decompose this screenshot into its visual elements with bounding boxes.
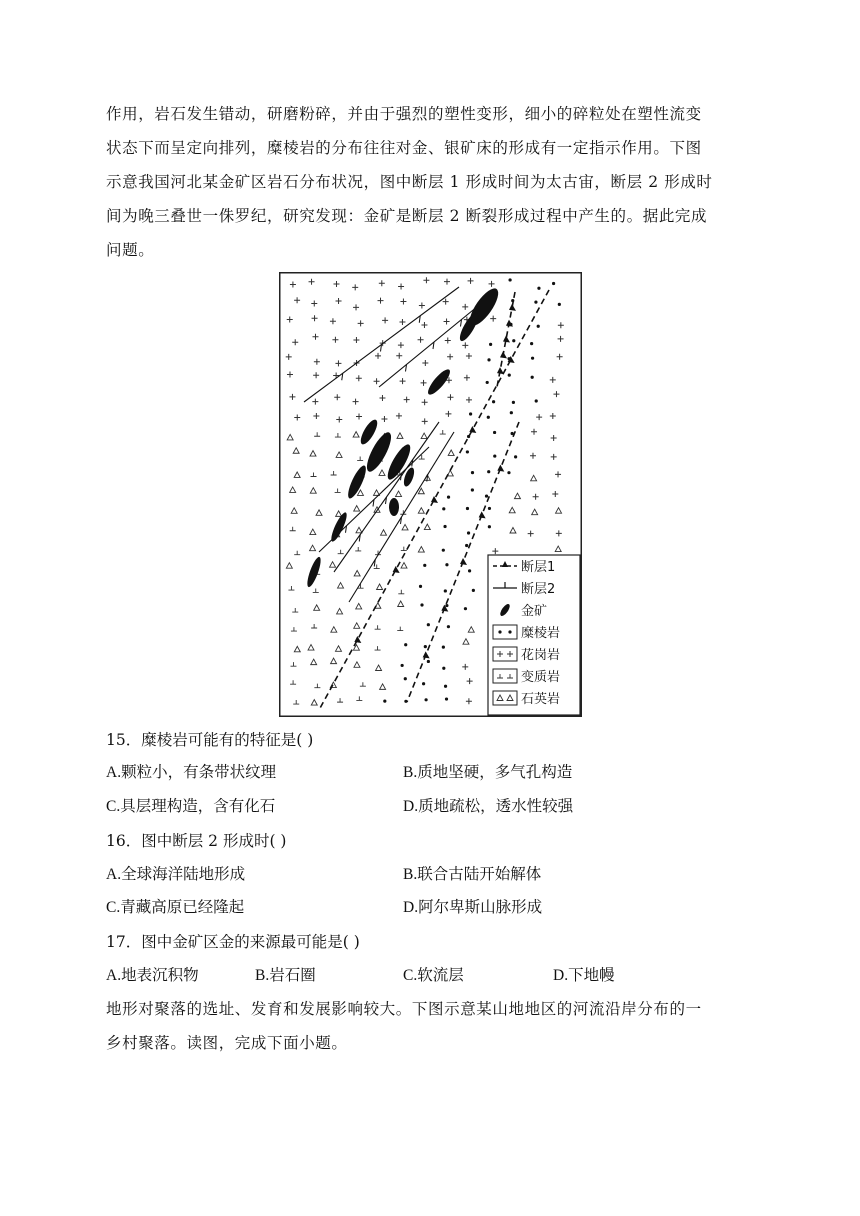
q15-option-b[interactable]: B.质地坚硬，多气孔构造 (403, 764, 573, 781)
question-16-stem: 16．图中断层 2 形成时( ) (106, 832, 287, 850)
text-line: 作用，岩石发生错动，研磨粉碎，并由于强烈的塑性变形，细小的碎粒处在塑性流变 (106, 105, 702, 123)
q16-option-a[interactable]: A.全球海洋陆地形成 (106, 866, 246, 883)
text-line: 状态下而呈定向排列，糜棱岩的分布往往对金、银矿床的形成有一定指示作用。下图 (106, 139, 702, 157)
q15-option-d[interactable]: D.质地疏松，透水性较强 (403, 798, 574, 815)
q16-option-d[interactable]: D.阿尔卑斯山脉形成 (403, 899, 543, 916)
q17-option-d[interactable]: D.下地幔 (553, 967, 615, 984)
granite-plus-symbol (493, 647, 517, 661)
legend-label: 断层2 (521, 582, 556, 597)
legend-label: 糜棱岩 (521, 626, 561, 641)
quartzite-triangle-symbol (493, 691, 517, 705)
legend-label: 花岗岩 (521, 648, 561, 663)
text-line: 地形对聚落的选址、发育和发展影响较大。下图示意某山地地区的河流沿岸分布的一 (106, 1000, 702, 1018)
text-line: 乡村聚落。读图，完成下面小题。 (106, 1034, 348, 1052)
q17-option-b[interactable]: B.岩石圈 (255, 967, 316, 984)
metamorphic-symbol (493, 669, 517, 683)
q17-option-c[interactable]: C.软流层 (403, 967, 464, 984)
q17-option-a[interactable]: A.地表沉积物 (106, 967, 199, 984)
outro-paragraph (106, 992, 756, 1060)
text-line: 间为晚三叠世一侏罗纪，研究发现：金矿是断层 2 断裂形成过程中产生的。据此完成 (106, 207, 708, 225)
intro-paragraph (106, 97, 756, 267)
text-line: 问题。 (106, 241, 155, 259)
question-17-stem: 17．图中金矿区金的来源最可能是( ) (106, 933, 360, 951)
map-legend (488, 555, 580, 715)
q16-option-b[interactable]: B.联合古陆开始解体 (403, 866, 542, 883)
legend-label: 石英岩 (521, 692, 561, 707)
text-line: 示意我国河北某金矿区岩石分布状况，图中断层 1 形成时间为太古宙，断层 2 形成时 (106, 173, 713, 191)
mylonite-dots-symbol (493, 625, 517, 639)
q16-option-c[interactable]: C.青藏高原已经隆起 (106, 899, 245, 916)
legend-label: 断层1 (521, 560, 556, 575)
q15-option-c[interactable]: C.具层理构造，含有化石 (106, 798, 276, 815)
geology-map-figure (279, 272, 582, 717)
question-15-stem: 15．糜棱岩可能有的特征是( ) (106, 731, 314, 749)
q15-option-a[interactable]: A.颗粒小，有条带状纹理 (106, 764, 277, 781)
legend-label: 变质岩 (521, 670, 561, 685)
legend-label: 金矿 (521, 604, 548, 619)
